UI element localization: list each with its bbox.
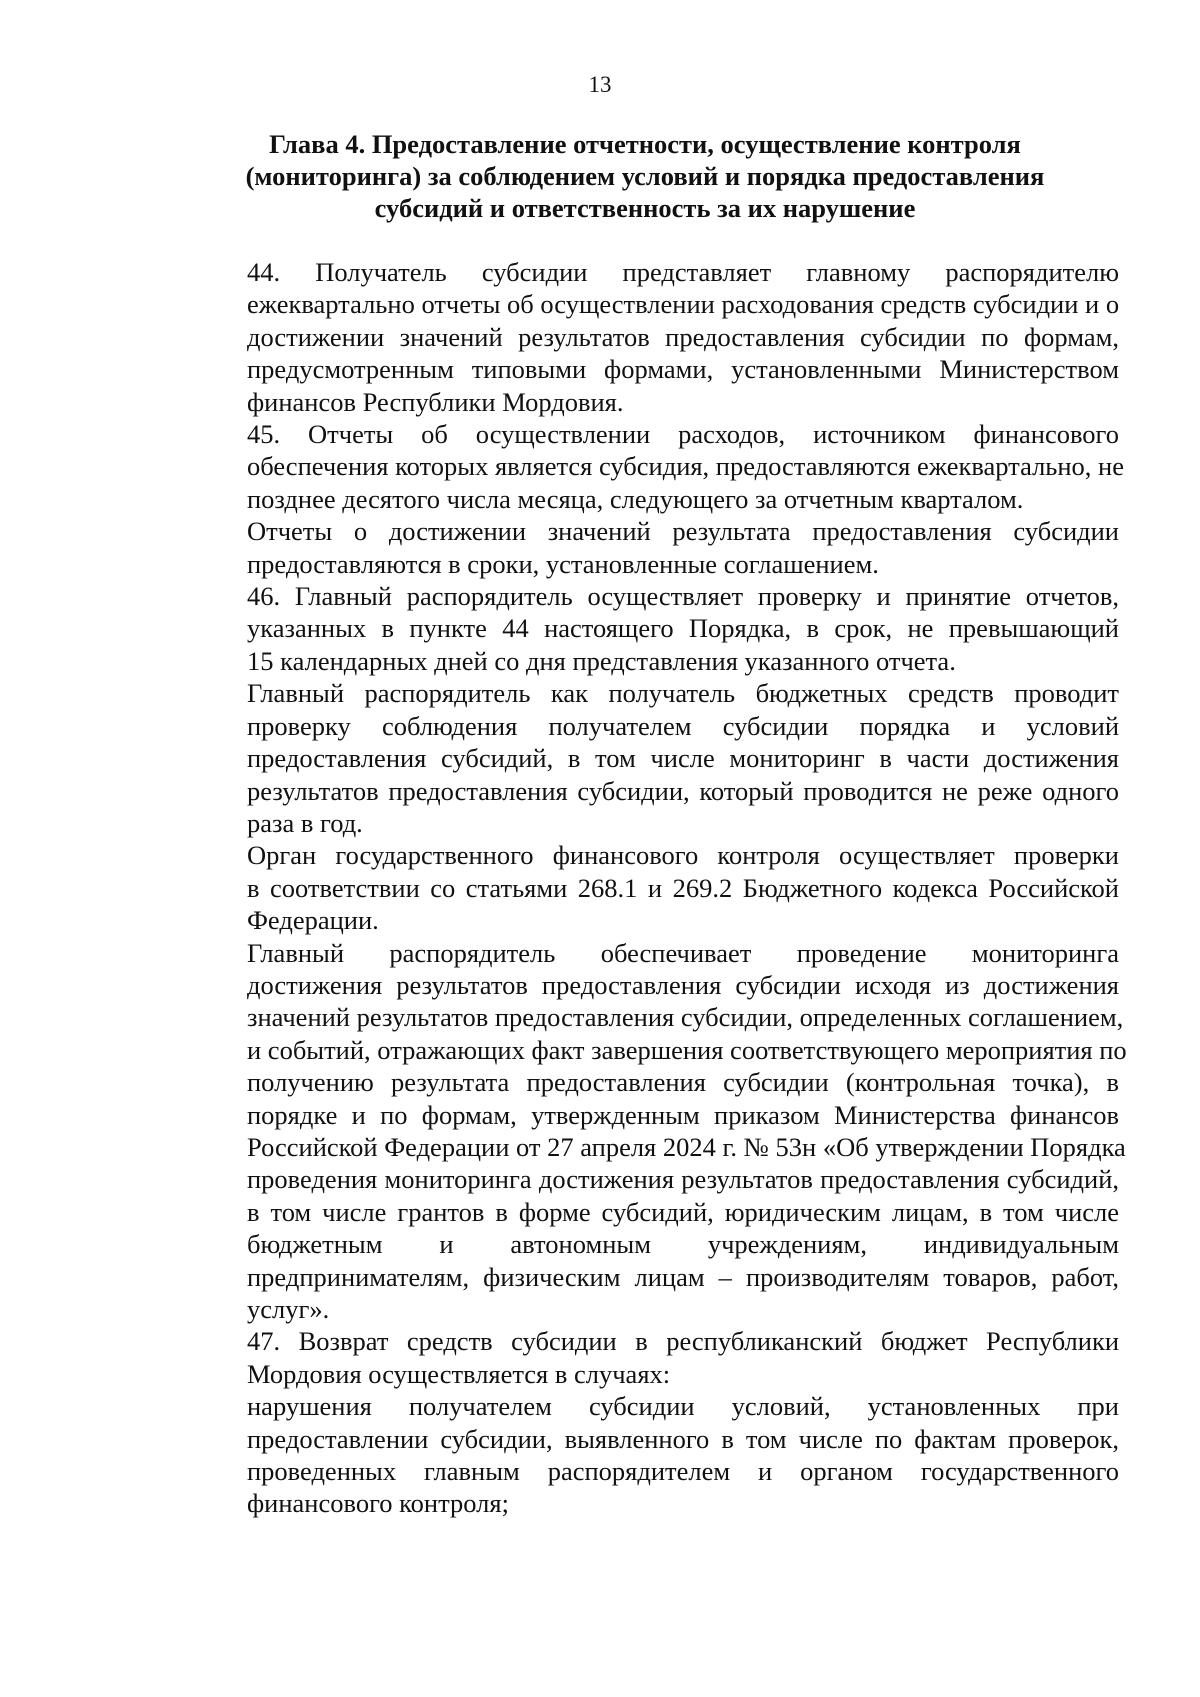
paragraph-line: порядке и по формам, утвержденным приказом Министерства финансов (247, 1099, 1119, 1130)
page-number: 13 (588, 72, 612, 97)
body-paragraph (175, 580, 1119, 677)
paragraph-line: достижения результатов предоставления субсидии исходя из достижения (247, 969, 1119, 1000)
body-paragraph (175, 839, 1119, 936)
paragraph-line: 47. Возврат средств субсидии в республиканский бюджет Республики (247, 1326, 1119, 1357)
paragraph-line: Российской Федерации от 27 апреля 2024 г. № 53н «Об утверждении Порядка (247, 1131, 1126, 1162)
paragraph-line: проведения мониторинга достижения результатов предоставления субсидий, (247, 1164, 1119, 1195)
paragraph-line: Главный распорядитель обеспечивает проведение мониторинга (247, 937, 1119, 968)
paragraph-line: предоставления субсидий, в том числе мониторинг в части достижения (247, 743, 1119, 774)
paragraph-line: бюджетным и автономным учреждениям, индивидуальным (247, 1229, 1119, 1260)
paragraph-line: предусмотренным типовыми формами, установленными Министерством (247, 354, 1119, 385)
paragraph-line: проверку соблюдения получателем субсидии порядка и условий (247, 710, 1119, 741)
paragraph-line: значений результатов предоставления субсидии, определенных соглашением, (247, 1002, 1124, 1033)
paragraph-line: в соответствии со статьями 268.1 и 269.2 Бюджетного кодекса Российской (247, 872, 1119, 903)
paragraph-line: предоставляются в сроки, установленные соглашением. (247, 548, 879, 579)
body-paragraph (175, 1325, 1119, 1390)
paragraph-line: финансового контроля; (247, 1488, 509, 1519)
paragraph-line: в том числе грантов в форме субсидий, юридическим лицам, в том числе (247, 1196, 1119, 1227)
chapter-title (205, 128, 1085, 224)
paragraph-line: получению результата предоставления субсидии (контрольная точка), в (247, 1067, 1119, 1098)
paragraph-line: предпринимателям, физическим лицам – производителям товаров, работ, (247, 1261, 1119, 1292)
body-paragraph (175, 937, 1127, 1326)
document-body (175, 256, 1127, 1520)
paragraph-line: обеспечения которых является субсидия, предоставляются ежеквартально, не (247, 451, 1124, 482)
chapter-title-line: Глава 4. Предоставление отчетности, осуществление контроля (269, 129, 1021, 159)
body-paragraph (175, 515, 1119, 580)
paragraph-line: и событий, отражающих факт завершения соответствующего мероприятия по (247, 1034, 1127, 1065)
paragraph-line: услуг». (247, 1294, 330, 1324)
paragraph-line: Мордовия осуществляется в случаях: (247, 1358, 671, 1389)
paragraph-line: нарушения получателем субсидии условий, установленных при (247, 1391, 1119, 1422)
paragraph-line: результатов предоставления субсидии, который проводится не реже одного (247, 775, 1119, 806)
paragraph-line: 15 календарных дней со дня представления указанного отчета. (247, 645, 956, 676)
body-paragraph (175, 1390, 1119, 1520)
paragraph-line: Главный распорядитель как получатель бюджетных средств проводит (247, 678, 1119, 709)
paragraph-line: проведенных главным распорядителем и органом государственного (247, 1456, 1119, 1487)
paragraph-line: Орган государственного финансового контроля осуществляет проверки (247, 840, 1119, 871)
body-paragraph (175, 256, 1119, 418)
paragraph-line: ежеквартально отчеты об осуществлении расходования средств субсидии и о (247, 289, 1120, 320)
paragraph-line: предоставлении субсидии, выявленного в том числе по фактам проверок, (247, 1423, 1119, 1454)
body-paragraph (175, 677, 1119, 839)
paragraph-line: Федерации. (247, 905, 379, 936)
paragraph-line: раза в год. (247, 807, 363, 838)
paragraph-line: 46. Главный распорядитель осуществляет проверку и принятие отчетов, (247, 581, 1119, 612)
paragraph-line: 44. Получатель субсидии представляет главному распорядителю (247, 257, 1119, 287)
paragraph-line: позднее десятого числа месяца, следующего за отчетным кварталом. (247, 483, 1024, 514)
chapter-title-line: (мониторинга) за соблюдением условий и порядка предоставления (245, 161, 1045, 191)
paragraph-line: указанных в пункте 44 настоящего Порядка, в срок, не превышающий (247, 613, 1119, 644)
paragraph-line: Отчеты о достижении значений результата предоставления субсидии (247, 516, 1119, 547)
body-paragraph (175, 418, 1124, 515)
chapter-title-line: субсидий и ответственность за их нарушение (374, 193, 916, 223)
paragraph-line: финансов Республики Мордовия. (247, 386, 624, 417)
paragraph-line: достижении значений результатов предоставления субсидии по формам, (247, 321, 1119, 352)
paragraph-line: 45. Отчеты об осуществлении расходов, источником финансового (247, 419, 1119, 450)
